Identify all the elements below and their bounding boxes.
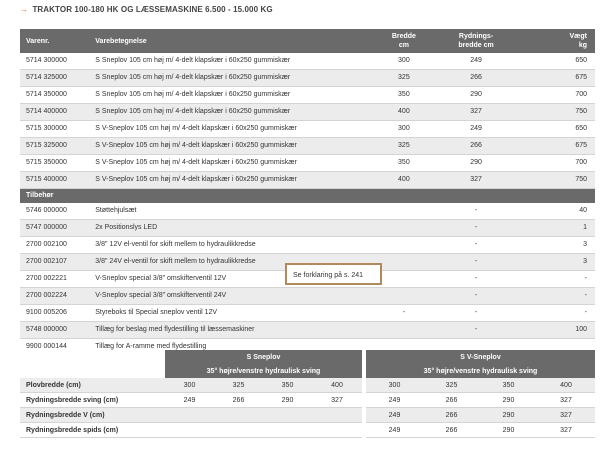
rydningsbredde-cell: 266: [430, 70, 522, 87]
s-v-sneplov-value: 266: [423, 393, 480, 408]
bredde-cell: 325: [378, 138, 430, 155]
rydningsbredde-cell: 327: [430, 104, 522, 121]
varenr-cell: 5746 000000: [20, 203, 89, 220]
description-cell: 3/8" 24V el-ventil for skift mellem to hydraulikkredse: [89, 254, 378, 271]
s-v-sneplov-value: 327: [537, 423, 595, 438]
s-sneplov-value: [263, 423, 312, 438]
bredde-cell: 300: [378, 53, 430, 70]
bredde-cell: [378, 237, 430, 254]
bredde-cell: [378, 220, 430, 237]
accessory-row: [20, 237, 595, 254]
s-sneplov-value: 266: [214, 393, 263, 408]
accessory-row: [20, 288, 595, 305]
section-heading-text: TRAKTOR 100-180 HK OG LÆSSEMASKINE 6.500 - 15.000 KG: [32, 5, 273, 14]
s-sneplov-value: 327: [312, 393, 362, 408]
vaegt-cell: 650: [522, 121, 595, 138]
s-sneplov-value: 300: [165, 378, 214, 393]
varenr-cell: 2700 002221: [20, 271, 89, 288]
varenr-cell: 5714 300000: [20, 53, 89, 70]
rydningsbredde-cell: 327: [430, 172, 522, 189]
product-row: [20, 172, 595, 189]
varenr-cell: 2700 002107: [20, 254, 89, 271]
col-ryd-line2: bredde cm: [458, 42, 494, 49]
section-heading: [20, 5, 273, 14]
s-v-sneplov-value: 325: [423, 378, 480, 393]
vaegt-cell: 3: [522, 237, 595, 254]
description-cell: Styreboks til Special sneplov ventil 12V: [89, 305, 378, 322]
product-row: [20, 138, 595, 155]
varenr-cell: 5715 300000: [20, 121, 89, 138]
comparison-table: [20, 350, 595, 438]
accessory-row: [20, 203, 595, 220]
comparison-row-label: Rydningsbredde V (cm): [20, 408, 165, 423]
rydningsbredde-cell: -: [430, 254, 522, 271]
s-sneplov-value: [165, 408, 214, 423]
rydningsbredde-cell: 290: [430, 87, 522, 104]
varenr-cell: 5715 325000: [20, 138, 89, 155]
comparison-row-label: Plovbredde (cm): [20, 378, 165, 393]
bredde-cell: [378, 322, 430, 339]
product-table-header: [20, 29, 595, 53]
s-v-sneplov-value: 327: [537, 393, 595, 408]
description-cell: V-Sneplov special 3/8" omskifterventil 24V: [89, 288, 378, 305]
varenr-cell: 5714 400000: [20, 104, 89, 121]
s-sneplov-title: S Sneplov: [165, 350, 362, 364]
s-sneplov-value: 325: [214, 378, 263, 393]
comparison-header-titles: [20, 350, 595, 364]
reference-callout: Se forklaring på s. 241: [285, 263, 382, 285]
bredde-cell: -: [378, 305, 430, 322]
vaegt-cell: 650: [522, 53, 595, 70]
vaegt-cell: 675: [522, 138, 595, 155]
bredde-cell: [378, 271, 430, 288]
rydningsbredde-cell: -: [430, 203, 522, 220]
description-cell: S Sneplov 105 cm høj m/ 4-delt klapskær i 60x250 gummiskær: [89, 53, 378, 70]
col-rydningsbredde: [430, 29, 522, 53]
description-cell: 3/8" 12V el-ventil for skift mellem to hydraulikkredse: [89, 237, 378, 254]
rydningsbredde-cell: -: [430, 220, 522, 237]
s-v-sneplov-value: 350: [480, 378, 537, 393]
product-row: [20, 104, 595, 121]
vaegt-cell: 3: [522, 254, 595, 271]
vaegt-cell: 100: [522, 322, 595, 339]
product-row: [20, 53, 595, 70]
bredde-cell: 350: [378, 87, 430, 104]
description-cell: 2x Positionslys LED: [89, 220, 378, 237]
vaegt-cell: -: [522, 271, 595, 288]
varenr-cell: 5715 350000: [20, 155, 89, 172]
comparison-row: [20, 408, 595, 423]
varenr-cell: 2700 002224: [20, 288, 89, 305]
col-varenr: Varenr.: [20, 29, 89, 53]
vaegt-cell: 40: [522, 203, 595, 220]
accessory-row: [20, 305, 595, 322]
vaegt-cell: 675: [522, 70, 595, 87]
comparison-row-label: Rydningsbredde spids (cm): [20, 423, 165, 438]
bredde-cell: 350: [378, 155, 430, 172]
s-sneplov-value: [263, 408, 312, 423]
col-vaegt-line2: kg: [578, 42, 587, 49]
s-v-sneplov-value: 249: [366, 393, 423, 408]
s-v-sneplov-value: 249: [366, 423, 423, 438]
comparison-row: [20, 423, 595, 438]
s-v-sneplov-value: 266: [423, 408, 480, 423]
product-table: [20, 29, 595, 373]
vaegt-cell: 700: [522, 155, 595, 172]
bredde-cell: [378, 288, 430, 305]
rydningsbredde-cell: -: [430, 237, 522, 254]
description-cell: S V-Sneplov 105 cm høj m/ 4-delt klapskær i 60x250 gummiskær: [89, 138, 378, 155]
description-cell: S V-Sneplov 105 cm høj m/ 4-delt klapskær i 60x250 gummiskær: [89, 155, 378, 172]
varenr-cell: 9900 000144: [20, 339, 89, 356]
s-v-sneplov-subtitle: 35° højre/venstre hydraulisk sving: [366, 364, 595, 378]
col-varebetegnelse: Varebetegnelse: [89, 29, 378, 53]
bredde-cell: 300: [378, 121, 430, 138]
description-cell: S V-Sneplov 105 cm høj m/ 4-delt klapskær i 60x250 gummiskær: [89, 121, 378, 138]
s-v-sneplov-value: 249: [366, 408, 423, 423]
product-row: [20, 87, 595, 104]
comparison-row-label: Rydningsbredde sving (cm): [20, 393, 165, 408]
accessory-row: [20, 322, 595, 339]
s-sneplov-value: [312, 423, 362, 438]
comparison-row: [20, 393, 595, 408]
vaegt-cell: -: [522, 288, 595, 305]
bredde-cell: 325: [378, 70, 430, 87]
rydningsbredde-cell: -: [430, 288, 522, 305]
varenr-cell: 5748 000000: [20, 322, 89, 339]
comparison-header-subtitles: [20, 364, 595, 378]
varenr-cell: 5714 325000: [20, 70, 89, 87]
s-v-sneplov-value: 290: [480, 393, 537, 408]
arrow-icon: →: [20, 5, 29, 14]
s-v-sneplov-value: 290: [480, 408, 537, 423]
description-cell: S Sneplov 105 cm høj m/ 4-delt klapskær i 60x250 gummiskær: [89, 104, 378, 121]
description-cell: Støttehjulsæt: [89, 203, 378, 220]
s-sneplov-value: [165, 423, 214, 438]
vaegt-cell: 1: [522, 220, 595, 237]
description-cell: S Sneplov 105 cm høj m/ 4-delt klapskær i 60x250 gummiskær: [89, 70, 378, 87]
s-sneplov-value: 400: [312, 378, 362, 393]
s-sneplov-value: [214, 408, 263, 423]
rydningsbredde-cell: -: [430, 322, 522, 339]
col-ryd-line1: Rydnings-: [458, 33, 494, 40]
s-sneplov-subtitle: 35° højre/venstre hydraulisk sving: [165, 364, 362, 378]
s-sneplov-value: 249: [165, 393, 214, 408]
s-v-sneplov-value: 290: [480, 423, 537, 438]
s-sneplov-value: [214, 423, 263, 438]
vaegt-cell: 750: [522, 104, 595, 121]
vaegt-cell: 750: [522, 172, 595, 189]
col-bredde-line1: Bredde: [391, 33, 416, 40]
varenr-cell: 5715 400000: [20, 172, 89, 189]
accessory-row: [20, 220, 595, 237]
rydningsbredde-cell: -: [430, 305, 522, 322]
bredde-cell: 400: [378, 172, 430, 189]
accessories-title: Tilbehør: [20, 189, 595, 204]
description-cell: S Sneplov 105 cm høj m/ 4-delt klapskær i 60x250 gummiskær: [89, 87, 378, 104]
rydningsbredde-cell: 249: [430, 53, 522, 70]
rydningsbredde-cell: 249: [430, 121, 522, 138]
description-cell: Tillæg for beslag med flydestilling til læssemaskiner: [89, 322, 378, 339]
varenr-cell: 5747 000000: [20, 220, 89, 237]
s-v-sneplov-value: 400: [537, 378, 595, 393]
product-row: [20, 121, 595, 138]
col-vaegt: [522, 29, 595, 53]
s-sneplov-value: 290: [263, 393, 312, 408]
varenr-cell: 5714 350000: [20, 87, 89, 104]
s-v-sneplov-value: 327: [537, 408, 595, 423]
s-sneplov-value: [312, 408, 362, 423]
bredde-cell: [378, 203, 430, 220]
description-cell: Tillæg for A-ramme med flydestilling: [89, 339, 378, 356]
varenr-cell: 9100 005206: [20, 305, 89, 322]
col-vaegt-line1: Vægt: [569, 33, 587, 40]
col-bredde-line2: cm: [398, 42, 409, 49]
comparison-row: [20, 378, 595, 393]
rydningsbredde-cell: 290: [430, 155, 522, 172]
col-bredde: [378, 29, 430, 53]
product-row: [20, 70, 595, 87]
vaegt-cell: -: [522, 305, 595, 322]
accessories-section-header: [20, 189, 595, 204]
s-v-sneplov-title: S V-Sneplov: [366, 350, 595, 364]
s-v-sneplov-value: 266: [423, 423, 480, 438]
s-sneplov-value: 350: [263, 378, 312, 393]
vaegt-cell: 700: [522, 87, 595, 104]
rydningsbredde-cell: 266: [430, 138, 522, 155]
bredde-cell: [378, 254, 430, 271]
product-row: [20, 155, 595, 172]
rydningsbredde-cell: -: [430, 271, 522, 288]
bredde-cell: 400: [378, 104, 430, 121]
s-v-sneplov-value: 300: [366, 378, 423, 393]
description-cell: S V-Sneplov 105 cm høj m/ 4-delt klapskær i 60x250 gummiskær: [89, 172, 378, 189]
description-cell: V-Sneplov special 3/8" omskifterventil 12V: [89, 271, 378, 288]
varenr-cell: 2700 002100: [20, 237, 89, 254]
